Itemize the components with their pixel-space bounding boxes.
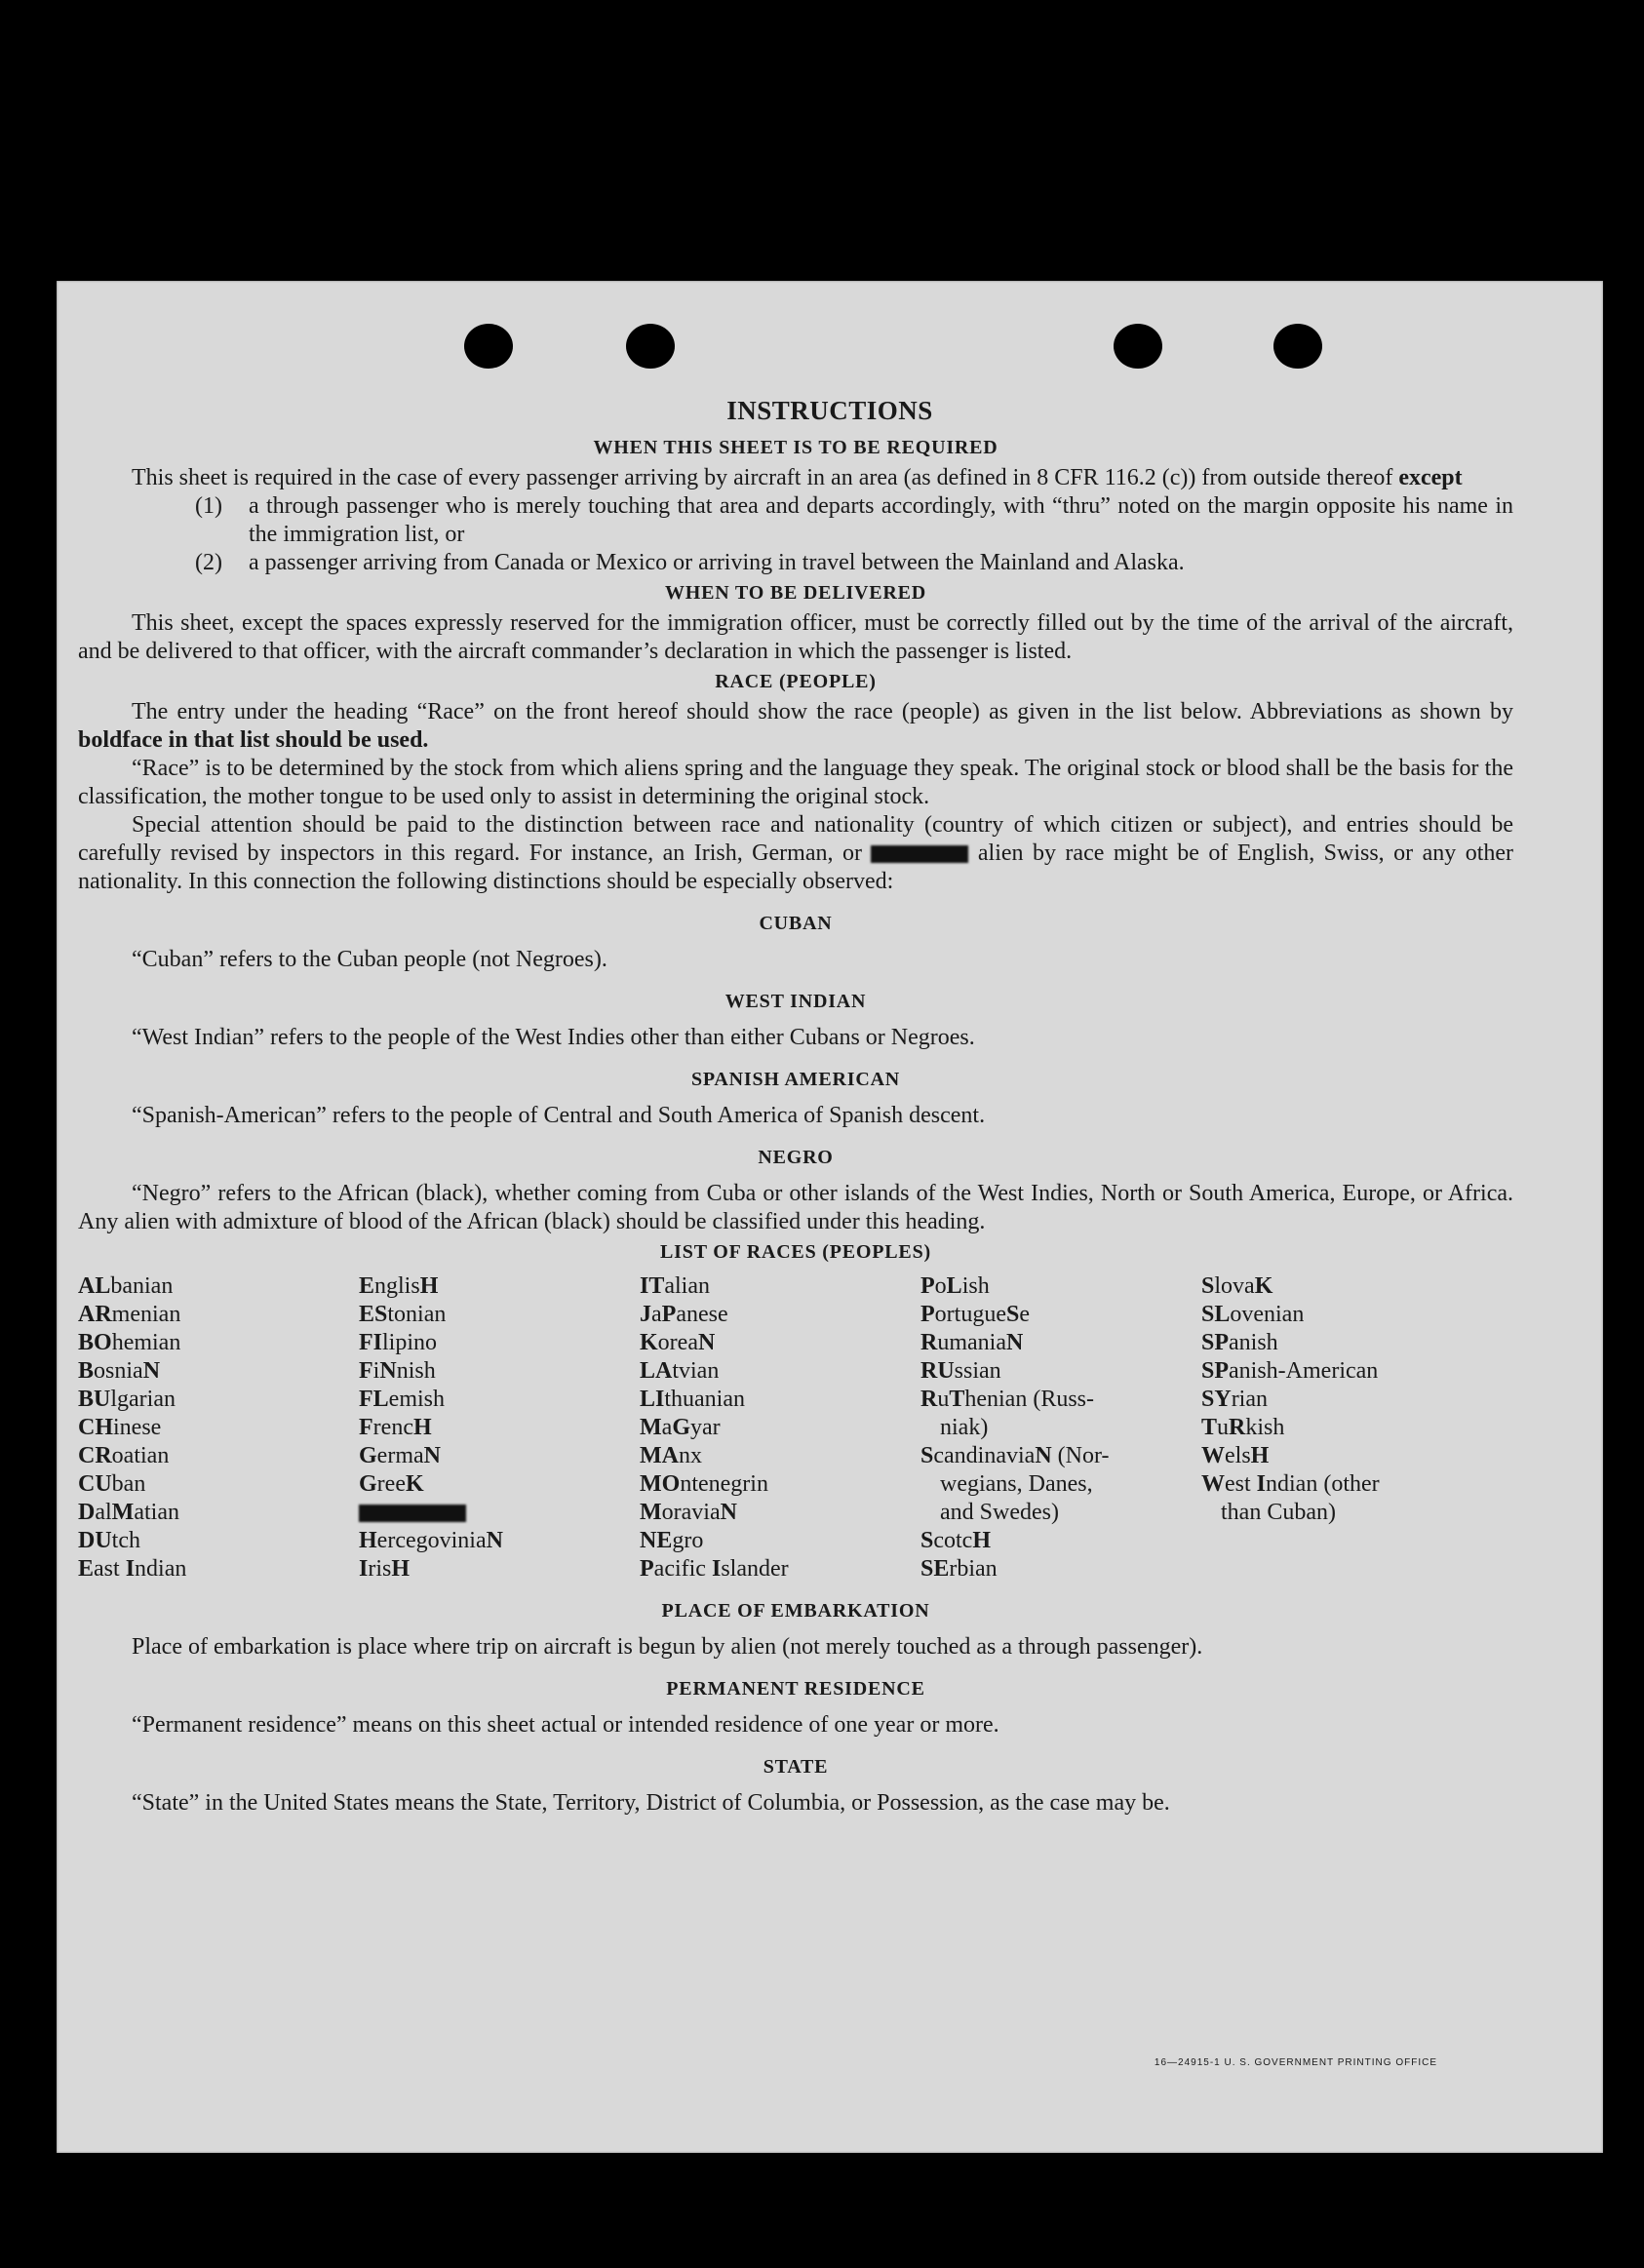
- race-entry: ALbanian: [78, 1273, 174, 1299]
- residence-text: “Permanent residence” means on this sheet actual or intended residence of one year or more.: [132, 1712, 999, 1738]
- races-column-2: [359, 1272, 640, 1584]
- exception-item-1: (1) a through passenger who is merely touching that area and departs accordingly, with “thru” noted on the margin opposite his name in the immigration list, or: [195, 493, 1513, 547]
- embarkation-text: Place of embarkation is place where trip on aircraft is begun by alien (not merely touched as a through passenger).: [132, 1634, 1203, 1660]
- heading-race: RACE (PEOPLE): [715, 671, 877, 692]
- race-entry: MaGyar: [640, 1415, 721, 1440]
- race-entry: RumaniaN: [920, 1330, 1024, 1355]
- heading-embarkation: PLACE OF EMBARKATION: [661, 1600, 930, 1622]
- race-entry: GermaN: [359, 1443, 441, 1468]
- race-entry: JaPanese: [640, 1302, 728, 1327]
- race-entry: SPanish-American: [1201, 1358, 1379, 1384]
- race-entry: and Swedes): [940, 1500, 1059, 1525]
- heading-required: WHEN THIS SHEET IS TO BE REQUIRED: [593, 437, 998, 458]
- punch-hole: [1114, 324, 1162, 369]
- heading-state: STATE: [763, 1756, 829, 1778]
- race-entry: GreeK: [359, 1471, 424, 1497]
- race-entry: CRoatian: [78, 1443, 170, 1468]
- race-entry: FrencH: [359, 1415, 432, 1440]
- race-entry: HercegoviniaN: [359, 1528, 503, 1553]
- race-entry: DalMatian: [78, 1500, 179, 1525]
- race-entry: TuRkish: [1201, 1415, 1285, 1440]
- cuban-text: “Cuban” refers to the Cuban people (not Negroes).: [132, 947, 607, 972]
- heading-list-of-races: LIST OF RACES (PEOPLES): [660, 1241, 931, 1263]
- required-intro: This sheet is required in the case of every passenger arriving by aircraft in an area (as defined in 8 CFR 116.2 (c)) from outside thereof except: [132, 465, 1463, 490]
- race-p3: Special attention should be paid to the distinction between race and nationality (country of which citizen or subject), and entries should be carefully revised by inspectors in this regard. For instance, an Irish, German, or alien by race might be of English, Swiss, or any other nationality. In this connection the following distinctions should be especially observed:: [78, 812, 1514, 894]
- instruction-sheet: [57, 281, 1603, 2153]
- race-entry: SlovaK: [1201, 1273, 1273, 1299]
- race-entry: ScandinaviaN (Nor-: [920, 1443, 1110, 1468]
- race-p1: The entry under the heading “Race” on the front hereof should show the race (people) as given in the list below. Abbreviations as shown by boldface in that list should be used.: [78, 699, 1513, 753]
- spanish-american-text: “Spanish-American” refers to the people of Central and South America of Spanish descent.: [132, 1103, 986, 1128]
- race-entry: IrisH: [359, 1556, 411, 1582]
- race-entry: CUban: [78, 1471, 146, 1497]
- races-column-1: [78, 1272, 359, 1584]
- race-entry: MOntenegrin: [640, 1471, 768, 1497]
- heading-delivered: WHEN TO BE DELIVERED: [664, 582, 927, 604]
- race-entry: BUlgarian: [78, 1387, 176, 1412]
- race-entry: SErbian: [920, 1556, 998, 1582]
- races-list: [78, 1272, 1513, 1584]
- heading-negro: NEGRO: [758, 1147, 834, 1168]
- race-entry: SYrian: [1201, 1387, 1268, 1412]
- race-entry: than Cuban): [1221, 1500, 1336, 1525]
- race-entry: CHinese: [78, 1415, 162, 1440]
- heading-residence: PERMANENT RESIDENCE: [666, 1678, 925, 1700]
- race-entry: BosniaN: [78, 1358, 161, 1384]
- races-column-4: [920, 1272, 1201, 1584]
- race-entry: SPanish: [1201, 1330, 1278, 1355]
- race-entry: ITalian: [640, 1273, 710, 1299]
- redaction-mark: [871, 845, 968, 863]
- redaction-mark: [359, 1505, 466, 1522]
- race-entry: PortugueSe: [920, 1302, 1030, 1327]
- race-entry: PoLish: [920, 1273, 990, 1299]
- punch-hole: [1273, 324, 1322, 369]
- printing-office-footer: 16—24915-1 U. S. GOVERNMENT PRINTING OFFICE: [1154, 2057, 1437, 2068]
- race-entry: RUssian: [920, 1358, 1001, 1384]
- race-entry: DUtch: [78, 1528, 140, 1553]
- race-entry: ScotcH: [920, 1528, 992, 1553]
- heading-cuban: CUBAN: [759, 913, 833, 934]
- race-entry: MoraviaN: [640, 1500, 737, 1525]
- race-entry: SLovenian: [1201, 1302, 1305, 1327]
- punch-hole: [626, 324, 675, 369]
- race-entry: Pacific Islander: [640, 1556, 789, 1582]
- heading-spanish-american: SPANISH AMERICAN: [690, 1069, 901, 1090]
- page-title: INSTRUCTIONS: [726, 396, 933, 425]
- heading-west-indian: WEST INDIAN: [724, 991, 867, 1012]
- state-text: “State” in the United States means the State, Territory, District of Columbia, or Possession, as the case may be.: [132, 1790, 1170, 1816]
- negro-text: “Negro” refers to the African (black), whether coming from Cuba or other islands of the West Indies, North or South America, Europe, or Africa. Any alien with admixture of blood of the African (black) should be classified under this heading.: [78, 1181, 1513, 1234]
- race-entry: BOhemian: [78, 1330, 181, 1355]
- races-column-5: [1201, 1272, 1513, 1584]
- punch-hole: [464, 324, 513, 369]
- race-p2: “Race” is to be determined by the stock from which aliens spring and the language they speak. The original stock or blood shall be the basis for the classification, the mother tongue to be used only to assist in determining the original stock.: [78, 756, 1513, 809]
- race-entry: NEgro: [640, 1528, 704, 1553]
- races-column-3: [640, 1272, 920, 1584]
- race-entry: FLemish: [359, 1387, 445, 1412]
- race-entry: RuThenian (Russ-: [920, 1387, 1095, 1412]
- race-entry: EStonian: [359, 1302, 447, 1327]
- race-entry: LAtvian: [640, 1358, 720, 1384]
- race-entry: ARmenian: [78, 1302, 181, 1327]
- race-entry: WelsH: [1201, 1443, 1270, 1468]
- race-entry: [359, 1499, 640, 1527]
- race-entry: MAnx: [640, 1443, 702, 1468]
- race-entry: niak): [940, 1415, 989, 1440]
- west-indian-text: “West Indian” refers to the people of the West Indies other than either Cubans or Negroes.: [132, 1025, 975, 1050]
- race-entry: EnglisH: [359, 1273, 439, 1299]
- race-entry: East Indian: [78, 1556, 187, 1582]
- race-entry: wegians, Danes,: [940, 1471, 1093, 1497]
- race-entry: KoreaN: [640, 1330, 716, 1355]
- race-entry: FiNnish: [359, 1358, 436, 1384]
- race-entry: FIlipino: [359, 1330, 438, 1355]
- instructions-body: [78, 432, 1513, 1818]
- delivered-text: This sheet, except the spaces expressly reserved for the immigration officer, must be correctly filled out by the time of the arrival of the aircraft, and be delivered to that officer, with the aircraft commander’s declaration in which the passenger is listed.: [78, 610, 1513, 664]
- exception-item-2: (2) a passenger arriving from Canada or Mexico or arriving in travel between the Mainland and Alaska.: [195, 550, 1185, 575]
- race-entry: LIthuanian: [640, 1387, 745, 1412]
- race-entry: West Indian (other: [1201, 1471, 1380, 1497]
